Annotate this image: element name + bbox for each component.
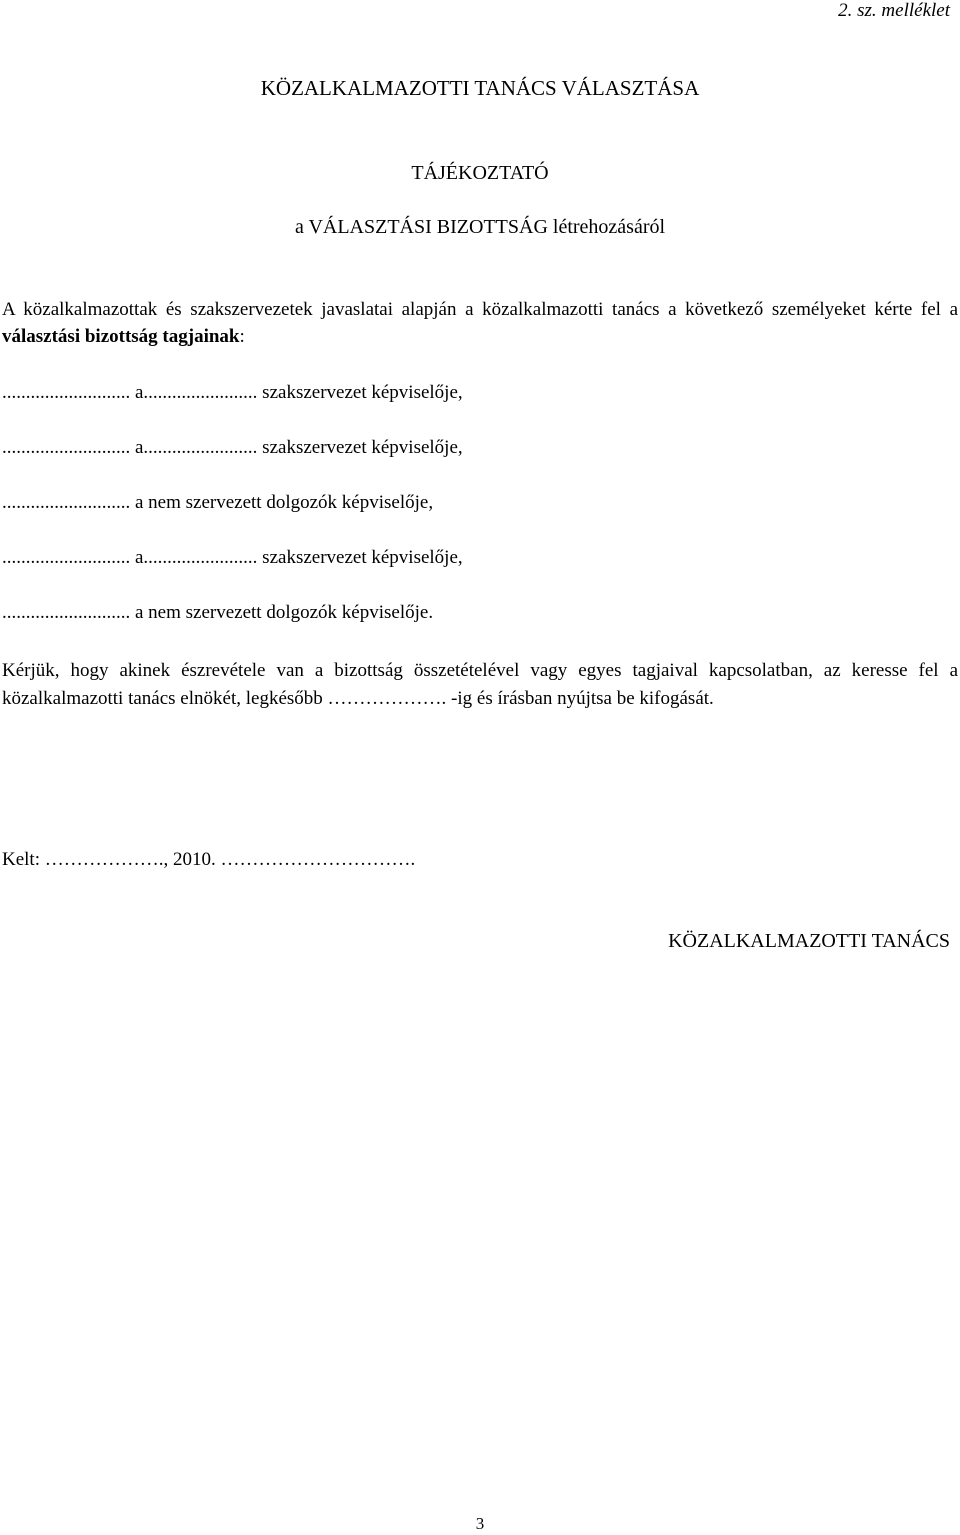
member-line: ........................... a........................ szakszervezet képviselője, (2, 382, 463, 403)
document-title: KÖZALKALMAZOTTI TANÁCS VÁLASZTÁSA (260, 76, 700, 100)
signer: KÖZALKALMAZOTTI TANÁCS (668, 930, 950, 952)
page-number: 3 (475, 1514, 485, 1533)
document-subtitle: TÁJÉKOZTATÓ (411, 162, 549, 184)
member-line: ........................... a nem szervezett dolgozók képviselője, (2, 492, 434, 513)
intro-text-after: : (239, 326, 245, 347)
member-line: ........................... a nem szervezett dolgozók képviselője. (2, 602, 434, 623)
intro-text-before: A közalkalmazottak és szakszervezetek javaslatai alapján a közalkalmazotti tanács a következő személyeket kérte fel a (2, 299, 958, 320)
kelt-line: Kelt: ………………., 2010. …………………………. (2, 849, 416, 870)
intro-paragraph (2, 296, 958, 350)
annex-label: 2. sz. melléklet (838, 0, 950, 21)
document-subtitle-detail: a VÁLASZTÁSI BIZOTTSÁG létrehozásáról (294, 216, 666, 238)
member-line: ........................... a........................ szakszervezet képviselője, (2, 547, 463, 568)
request-paragraph: Kérjük, hogy akinek észrevétele van a bizottság összetételével vagy egyes tagjaival kapcsolatban, az keresse fel a közalkalmazotti tanács elnökét, legkésőbb ………………. -ig és írásban nyújtsa be kifogását. (2, 660, 958, 709)
intro-text-bold: választási bizottság tagjainak (2, 326, 240, 347)
member-line: ........................... a........................ szakszervezet képviselője, (2, 437, 463, 458)
